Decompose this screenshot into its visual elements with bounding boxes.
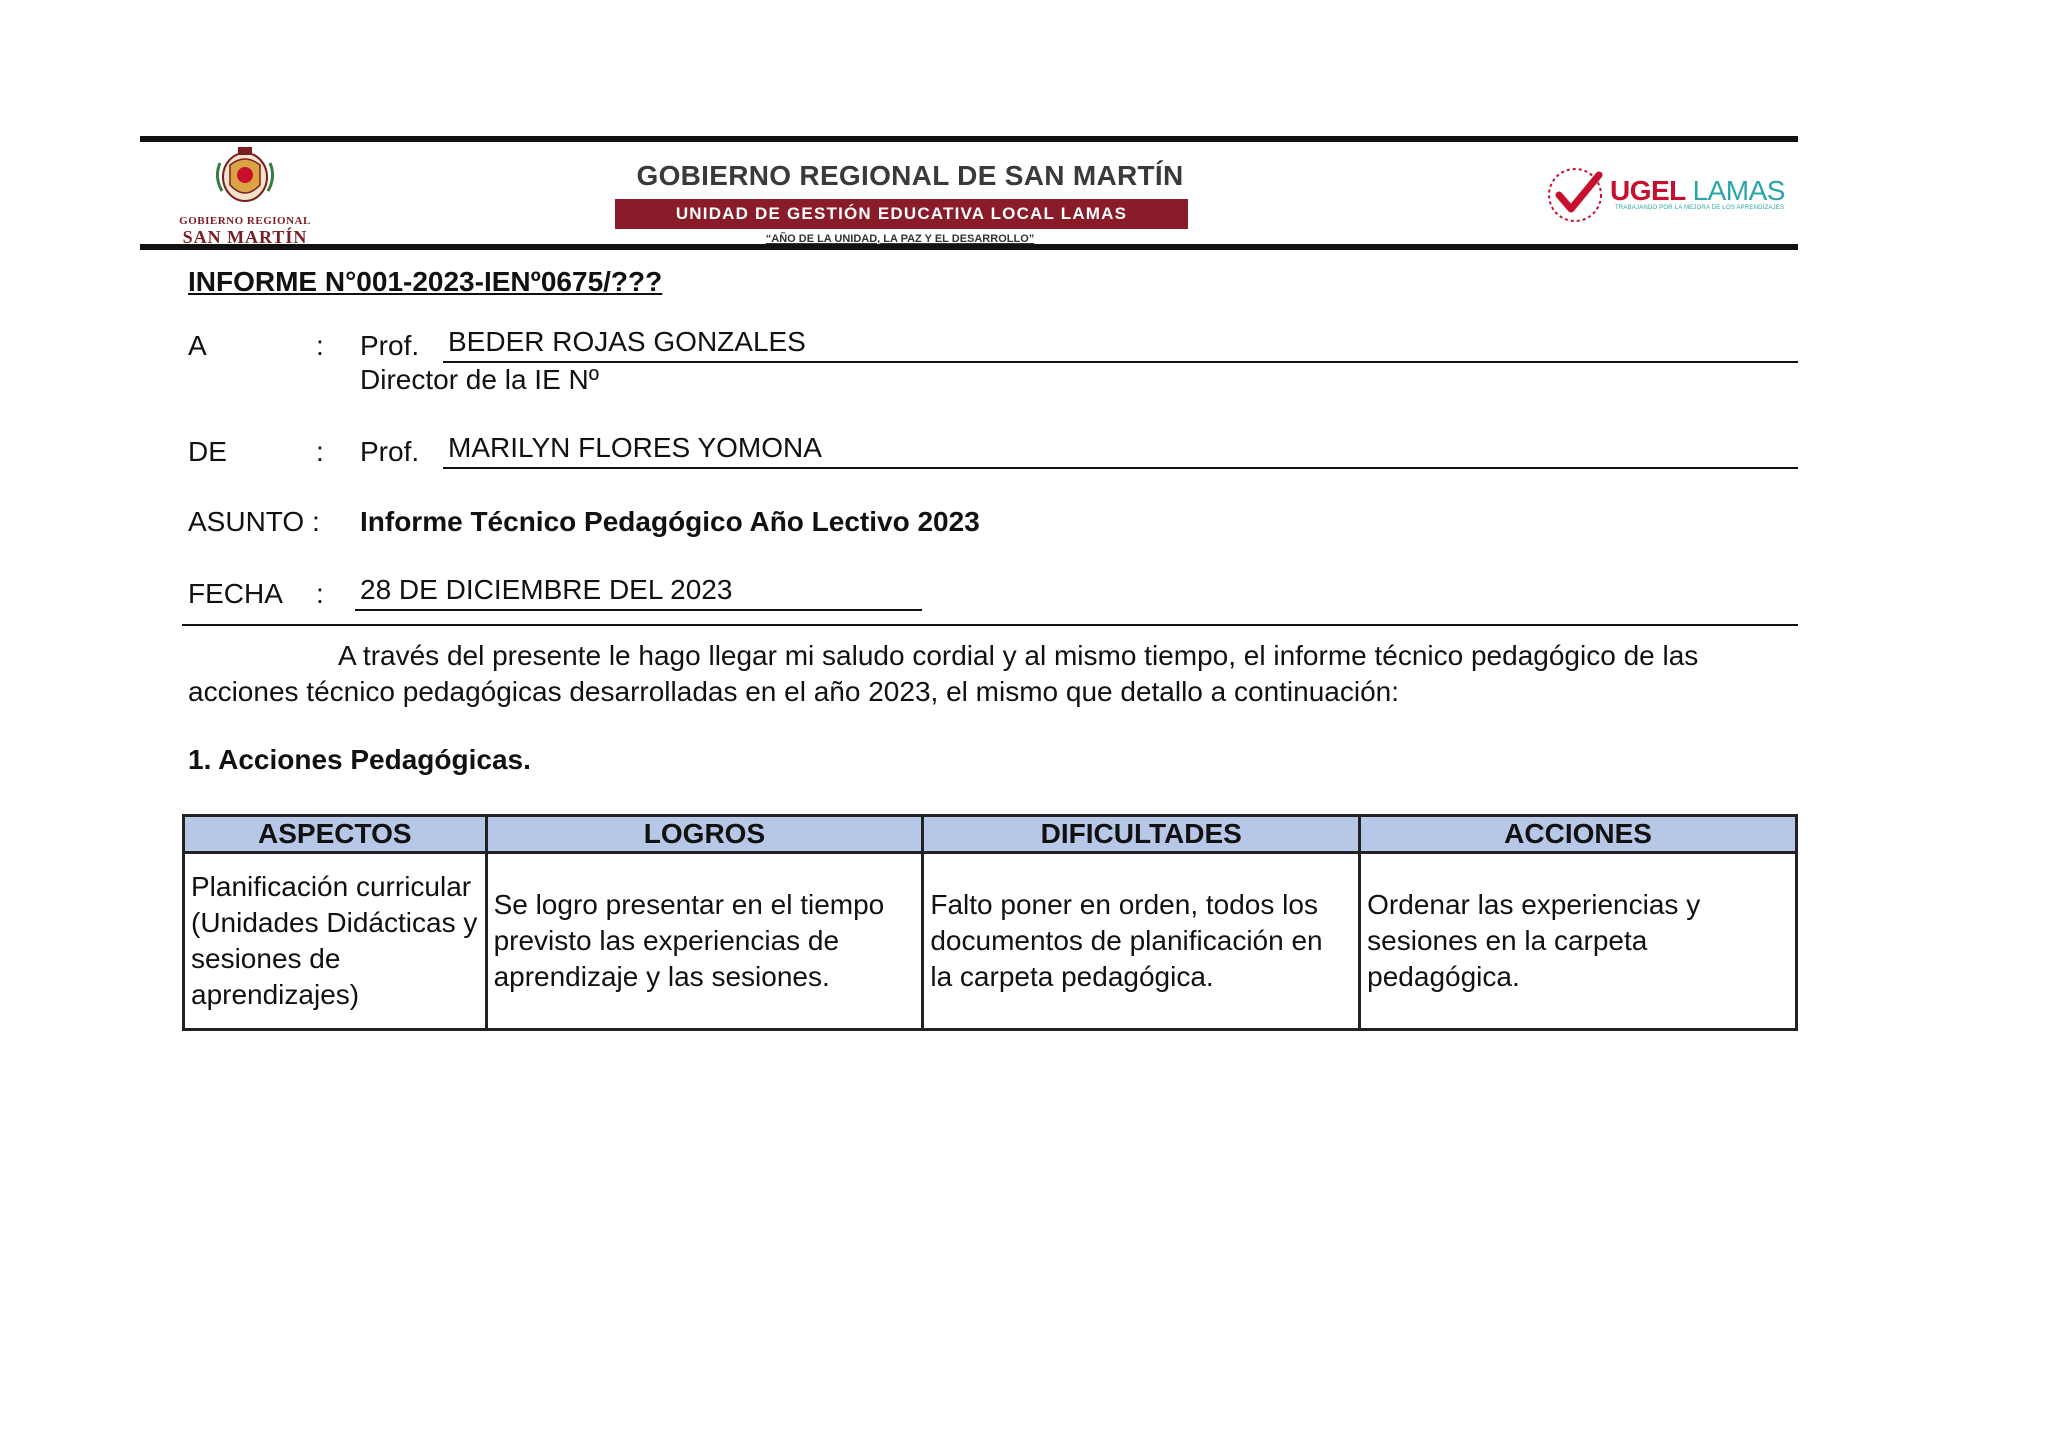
date-underline	[355, 609, 922, 611]
subject-text: Informe Técnico Pedagógico Año Lectivo 2023	[360, 506, 980, 537]
date-label: FECHA	[188, 578, 283, 609]
ugel-lamas-logo	[1545, 165, 1785, 225]
date-value: 28 DE DICIEMBRE DEL 2023	[360, 574, 733, 605]
cell-dificultad: Falto poner en orden, todos los documentos de planificación en la carpeta pedagógica.	[923, 853, 1360, 1030]
cell-logro: Se logro presentar en el tiempo previsto las experiencias de aprendizaje y las sesiones.	[486, 853, 923, 1030]
logo-lamas-word: LAMAS	[1692, 175, 1785, 206]
cell-accion: Ordenar las experiencias y sesiones en la carpeta pedagógica.	[1360, 853, 1797, 1030]
gobierno-regional-logo	[170, 145, 320, 245]
from-colon: :	[316, 436, 324, 467]
table-header-row	[184, 816, 1797, 853]
to-label: A	[188, 330, 207, 361]
pedagogical-actions-table	[182, 814, 1798, 1031]
column-header-logros: LOGROS	[486, 816, 923, 853]
to-prefix: Prof.	[360, 330, 420, 361]
informe-number: INFORME N°001-2023-IENº0675/???	[188, 266, 663, 297]
column-header-dificultades: DIFICULTADES	[923, 816, 1360, 853]
header-top-rule	[140, 136, 1798, 142]
header-subtitle-bar: UNIDAD DE GESTIÓN EDUCATIVA LOCAL LAMAS	[615, 199, 1188, 229]
logo-ugel-word: UGEL	[1610, 175, 1693, 206]
date-colon: :	[316, 578, 324, 609]
from-prefix: Prof.	[360, 436, 420, 467]
body-paragraph-text: A través del presente le hago llegar mi saludo cordial y al mismo tiempo, el informe técnico pedagógico de las acciones técnico pedagógicas desarrolladas en el año 2023, el mismo que detallo a continuación:	[188, 640, 1699, 707]
header-title: GOBIERNO REGIONAL DE SAN MARTÍN	[636, 160, 1184, 191]
logo-text-san-martin: SAN MARTÍN	[182, 227, 308, 247]
checkmark-seal-icon	[1545, 165, 1609, 225]
from-label: DE	[188, 436, 227, 467]
logo-text-gobierno: GOBIERNO REGIONAL	[179, 215, 311, 227]
subject-label: ASUNTO :	[188, 506, 320, 537]
table-row	[184, 853, 1797, 1030]
header-motto: “AÑO DE LA UNIDAD, LA PAZ Y EL DESARROLLO”	[765, 233, 1035, 245]
from-name: MARILYN FLORES YOMONA	[448, 432, 822, 463]
cell-aspecto: Planificación curricular (Unidades Didácticas y sesiones de aprendizajes)	[184, 853, 487, 1030]
column-header-aspectos: ASPECTOS	[184, 816, 487, 853]
to-name: BEDER ROJAS GONZALES	[448, 326, 806, 357]
to-underline	[443, 361, 1798, 363]
logo-tagline: TRABAJANDO POR LA MEJORA DE LOS APRENDIZAJES	[1615, 205, 1785, 211]
to-role: Director de la IE Nº	[360, 364, 599, 395]
to-colon: :	[316, 330, 324, 361]
column-header-acciones: ACCIONES	[1360, 816, 1797, 853]
logo-text-ugel	[1610, 175, 1785, 207]
regional-crest-icon	[210, 145, 280, 205]
fields-divider	[182, 624, 1798, 626]
from-underline	[443, 467, 1798, 469]
body-paragraph	[188, 638, 1768, 710]
section-title: 1. Acciones Pedagógicas.	[188, 744, 531, 775]
